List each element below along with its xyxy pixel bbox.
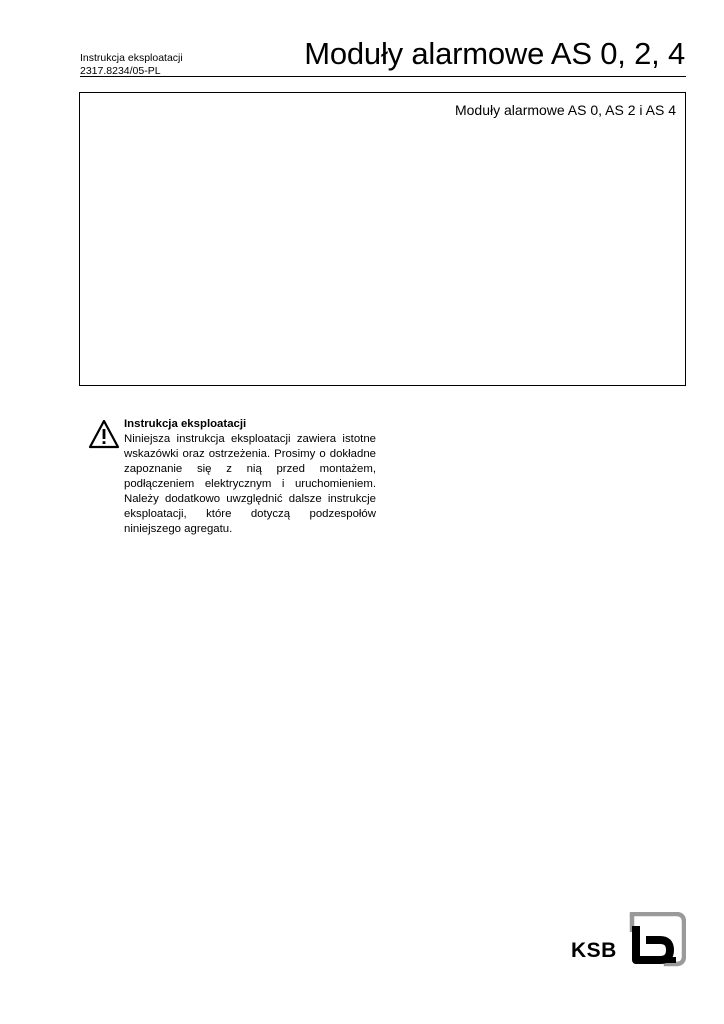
ksb-logo	[571, 912, 686, 967]
header-divider	[80, 76, 686, 77]
document-type: Instrukcja eksploatacji	[80, 52, 183, 64]
document-meta	[80, 52, 183, 78]
notice-body: Niniejsza instrukcja eksploatacji zawiera istotne wskazówki oraz ostrzeżenia. Prosimy o dokładne zapoznanie się z nią przed montażem, podłączeniem elektrycznym i uruchomieniem. Należy dodatkowo uwzględnić dalsze instrukcje eksploatacji, które dotyczą podzespołów niniejszego agregatu.	[124, 433, 376, 535]
ksb-b-logo-icon	[626, 912, 686, 967]
warning-triangle-icon	[88, 419, 120, 449]
cover-box	[79, 92, 686, 386]
notice-heading: Instrukcja eksploatacji	[124, 418, 247, 430]
page-title: Moduły alarmowe AS 0, 2, 4	[304, 36, 685, 71]
cover-box-title: Moduły alarmowe AS 0, AS 2 i AS 4	[454, 102, 676, 118]
document-number: 2317.8234/05-PL	[80, 65, 161, 77]
notice-text	[124, 417, 376, 537]
ksb-wordmark: KSB	[571, 939, 617, 962]
